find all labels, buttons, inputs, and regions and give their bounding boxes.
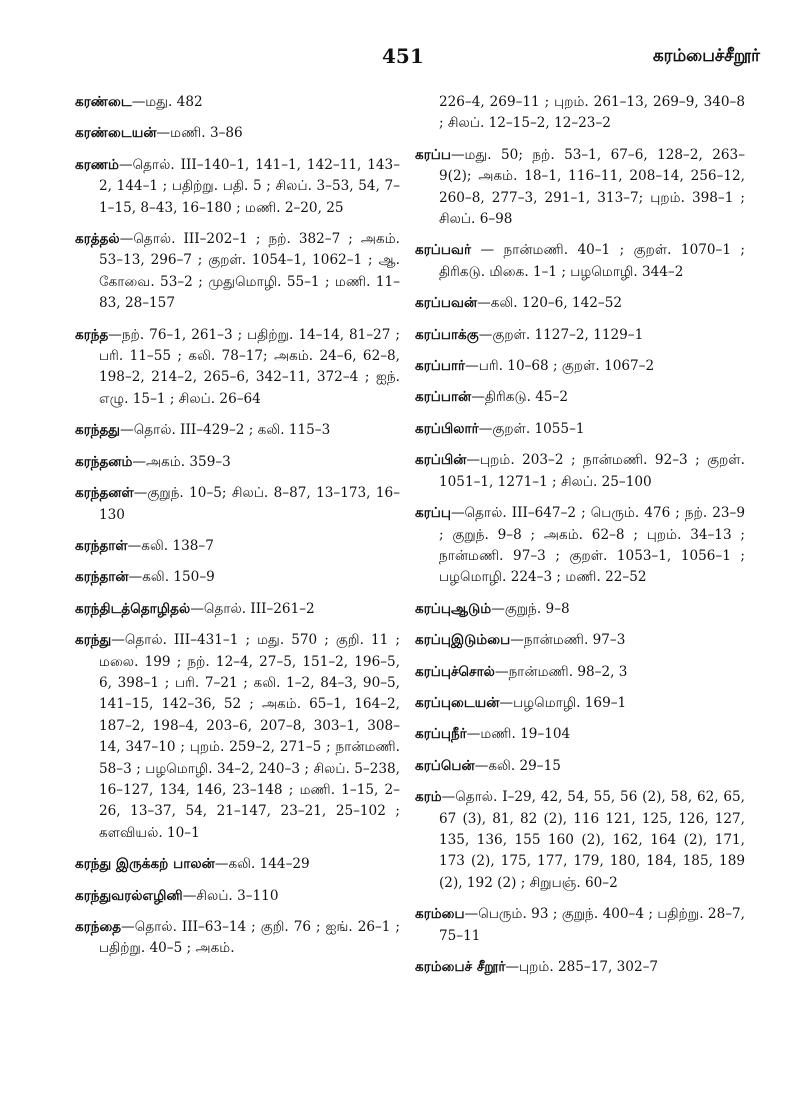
entry-references: —நான்மணி. 97–3 [510, 632, 626, 649]
entry-headword: கரந்தை [75, 919, 122, 935]
entry-references: —குறள். 1127–2, 1129–1 [478, 326, 644, 343]
entry-references: —தொல். III–63–14 ; குறி. 76 ; ஐங். 26–1 ; பதிற்று. 40–5 ; அகம். [99, 919, 400, 957]
running-head: கரம்பைச்சீறூர் [652, 46, 760, 66]
index-entry [75, 92, 400, 113]
index-entry [415, 957, 745, 978]
entry-headword: கரந்த [75, 326, 109, 343]
entry-references: —தொல். III–429–2 ; கலி. 115–3 [120, 422, 331, 439]
entry-references: —புறம். 285–17, 302–7 [505, 959, 659, 975]
entry-headword: கரண்டை [75, 94, 132, 110]
entry-headword: கரந்தாள் [75, 537, 128, 554]
entry-references: —கலி. 120–6, 142–52 [477, 295, 623, 312]
index-entry [415, 904, 745, 947]
entry-headword: கரப்பார் [415, 358, 466, 375]
index-entry [75, 630, 400, 844]
entry-references: —நற். 76–1, 261–3 ; பதிற்று. 14–14, 81–27 ; பரி. 11–55 ; கலி. 78–17; அகம். 24–6, 62–8, 198–2, 214–2, 265–6, 342–11, 372–4 ; ஐந். எழு. 15–1 ; சிலப். 26–64 [99, 326, 400, 407]
index-entry [75, 854, 400, 875]
index-entry [415, 450, 745, 493]
entry-headword: கரந்தனம் [75, 453, 133, 470]
entry-headword: கரப்பின் [415, 452, 467, 469]
entry-references: —மது. 482 [131, 94, 203, 110]
entry-headword: கரம் [415, 789, 442, 806]
entry-headword: கரப்புச்சொல் [415, 663, 495, 680]
index-entry [415, 787, 745, 894]
entry-references: —திரிகடு. 45–2 [471, 389, 568, 406]
entry-headword: கரப்பு [415, 505, 451, 522]
entry-headword: கரண்டையன் [75, 125, 157, 142]
entry-headword: கரப்புடையன் [415, 694, 500, 711]
entry-references: —தொல். III–647–2 ; பெரும். 476 ; நற். 23–9 ; குறுந். 9–8 ; அகம். 62–8 ; புறம். 34–13 ; நான்மணி. 97–3 ; குறள். 1053–1, 1056–1 ; பழமொழி. 224–3 ; மணி. 22–52 [439, 505, 745, 586]
entry-headword: கரப்பாக்கு [415, 326, 479, 343]
index-entry [75, 567, 400, 588]
index-entry [415, 503, 745, 589]
entry-headword: கரம்பை [415, 906, 465, 923]
entry-references: 226–4, 269–11 ; புறம். 261–13, 269–9, 340–8 ; சிலப். 12–15–2, 12–23–2 [439, 94, 745, 132]
index-entry [75, 155, 400, 219]
index-entry [415, 756, 745, 777]
index-entry [75, 123, 400, 144]
index-entry [75, 599, 400, 620]
index-entry [415, 145, 745, 231]
index-entry [415, 356, 745, 377]
index-entry [415, 387, 745, 408]
entry-headword: கரப்பவர் [415, 242, 472, 259]
index-entry [415, 293, 745, 314]
index-entry [75, 886, 400, 907]
entry-headword: கரந்தனள் [75, 485, 134, 502]
entry-headword: கரணம் [75, 156, 119, 173]
entry-references: —குறுந். 10–5; சிலப். 8–87, 13–173, 16–130 [99, 485, 400, 523]
entry-references: —பழமொழி. 169–1 [499, 694, 627, 711]
entry-headword: கரப்ப [415, 146, 451, 163]
entry-references: —மது. 50; நற். 53–1, 67–6, 128–2, 263–9(2); அகம். 18–1, 116–11, 208–14, 256–12, 260–8, 277–3, 291–1, 313–7; புறம். 398–1 ; சிலப். 6–98 [439, 146, 745, 228]
entry-references: —குறுந். 9–8 [491, 600, 570, 617]
entry-references: —தொல். III–202–1 ; நற். 382–7 ; அகம். 53–13, 296–7 ; குறள். 1054–1, 1062–1 ; ஆ. கோவை. 53–2 ; முதுமொழி. 55–1 ; மணி. 11–83, 28–157 [99, 231, 400, 312]
entry-references: —தொல். III–261–2 [190, 600, 315, 617]
left-index-column [75, 92, 400, 970]
entry-references: — நான்மணி. 40–1 ; குறள். 1070–1 ; திரிகடு. மிகை. 1–1 ; பழமொழி. 344–2 [439, 242, 745, 280]
index-entry [415, 662, 745, 683]
entry-headword: கரப்பென் [415, 757, 475, 774]
index-entry [75, 483, 400, 526]
index-entry [415, 325, 745, 346]
index-entry [75, 536, 400, 557]
entry-references: —பெரும். 93 ; குறுந். 400–4 ; பதிற்று. 28–7, 75–11 [439, 906, 745, 944]
index-entry [415, 240, 745, 283]
entry-references: —தொல். I–29, 42, 54, 55, 56 (2), 58, 62, 65, 67 (3), 81, 82 (2), 116 121, 125, 126, 127, 135, 136, 155 160 (2), 162, 164 (2), 171, 173 (2), 175, 177, 179, 180, 184, 185, 189 (2), 192 (2) ; சிறுபஞ். 60–2 [439, 789, 745, 891]
index-entry [75, 229, 400, 315]
entry-headword: கரப்பவன் [415, 295, 478, 312]
entry-references: —அகம். 359–3 [132, 453, 231, 470]
entry-headword: கரம்பைச் சீறூர் [415, 959, 506, 975]
entry-headword: கரப்புநீர் [415, 726, 467, 743]
entry-references: —கலி. 138–7 [127, 537, 214, 554]
index-entry [75, 917, 400, 960]
index-entry [415, 599, 745, 620]
entry-references: —கலி. 144–29 [214, 856, 310, 873]
entry-references: —புறம். 203–2 ; நான்மணி. 92–3 ; குறள். 1051–1, 1271–1 ; சிலப். 25–100 [439, 452, 745, 490]
entry-headword: கரந்துவரல்எழினி [75, 887, 183, 904]
index-entry [415, 419, 745, 440]
entry-headword: கரந்திடத்தொழிதல் [75, 600, 191, 617]
index-entry [415, 724, 745, 745]
entry-headword: கரத்தல் [75, 231, 120, 248]
entry-headword: கரப்புஆடும் [415, 600, 492, 617]
entry-headword: கரப்பான் [415, 389, 472, 406]
entry-headword: கரந்தான் [75, 569, 129, 586]
entry-headword: கரப்பிலார் [415, 420, 479, 437]
entry-headword: கரந்து [75, 632, 112, 649]
entry-references: —தொல். III–140–1, 141–1, 142–11, 143–2, 144–1 ; பதிற்று. பதி. 5 ; சிலப். 3–53, 54, 7–1–15, 8–43, 16–180 ; மணி. 2–20, 25 [99, 156, 400, 216]
index-entry [75, 452, 400, 473]
page-number: 451 [382, 44, 424, 68]
index-entry [75, 325, 400, 411]
entry-references: —குறள். 1055–1 [478, 420, 585, 437]
entry-headword: கரந்தது [75, 422, 121, 439]
index-entry [415, 630, 745, 651]
entry-references: —கலி. 150–9 [128, 569, 215, 586]
entry-headword: கரந்து இருக்கற் பாலன் [75, 856, 215, 873]
index-entry [415, 92, 745, 135]
entry-references: —மணி. 19–104 [466, 726, 571, 743]
entry-references: —நான்மணி. 98–2, 3 [494, 663, 628, 680]
entry-references: —மணி. 3–86 [156, 125, 243, 142]
entry-references: —பரி. 10–68 ; குறள். 1067–2 [465, 358, 655, 375]
index-entry [75, 420, 400, 441]
entry-headword: கரப்புஇடும்பை [415, 632, 511, 649]
right-index-column [415, 92, 745, 988]
index-entry [415, 693, 745, 714]
entry-references: —தொல். III–431–1 ; மது. 570 ; குறி. 11 ; மலை. 199 ; நற். 12–4, 27–5, 151–2, 196–5, 6, 398–1 ; பரி. 7–21 ; கலி. 1–2, 84–3, 90–5, 141–15, 142–36, 52 ; அகம். 65–1, 164–2, 187–2, 198–4, 203–6, 207–8, 303–1, 308–14, 347–10 ; புறம். 259–2, 271–5 ; நான்மணி. 58–3 ; பழமொழி. 34–2, 240–3 ; சிலப். 5–238, 16–127, 134, 146, 23–148 ; மணி. 1–15, 2–26, 13–37, 54, 21–147, 23–21, 25–102 ; களவியல். 10–1 [99, 632, 400, 841]
entry-references: —சிலப். 3–110 [182, 887, 279, 904]
entry-references: —கலி. 29–15 [474, 757, 561, 774]
